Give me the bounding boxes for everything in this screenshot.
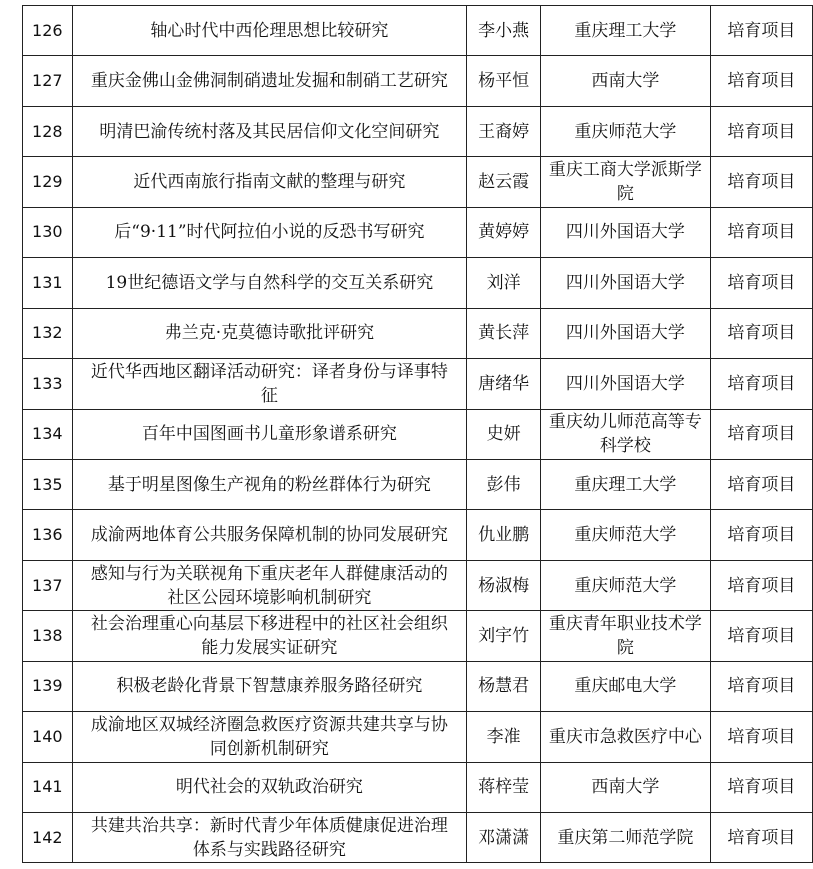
institution-cell: 重庆邮电大学: [540, 661, 710, 711]
institution-cell: 重庆青年职业技术学院: [540, 611, 710, 661]
table-row: [23, 813, 813, 863]
project-title-cell: 重庆金佛山金佛洞制硝遗址发掘和制硝工艺研究: [72, 56, 467, 106]
principal-investigator-cell: 唐绪华: [467, 359, 541, 409]
project-title-cell: 感知与行为关联视角下重庆老年人群健康活动的社区公园环境影响机制研究: [72, 560, 467, 610]
project-title-cell: 近代华西地区翻译活动研究：译者身份与译事特征: [72, 359, 467, 409]
row-number-cell: 131: [23, 258, 73, 308]
project-type-cell: 培育项目: [710, 207, 812, 257]
principal-investigator-cell: 杨平恒: [467, 56, 541, 106]
institution-cell: 四川外国语大学: [540, 359, 710, 409]
project-title-cell: 弗兰克·克莫德诗歌批评研究: [72, 308, 467, 358]
principal-investigator-cell: 史妍: [467, 409, 541, 459]
row-number-cell: 136: [23, 510, 73, 560]
institution-cell: 重庆理工大学: [540, 6, 710, 56]
principal-investigator-cell: 刘宇竹: [467, 611, 541, 661]
project-type-cell: 培育项目: [710, 611, 812, 661]
institution-cell: 重庆理工大学: [540, 459, 710, 509]
table-row: [23, 207, 813, 257]
table-row: [23, 762, 813, 812]
row-number-cell: 133: [23, 359, 73, 409]
institution-cell: 西南大学: [540, 56, 710, 106]
institution-cell: 重庆第二师范学院: [540, 813, 710, 863]
principal-investigator-cell: 彭伟: [467, 459, 541, 509]
project-title-cell: 19世纪德语文学与自然科学的交互关系研究: [72, 258, 467, 308]
project-title-cell: 明代社会的双轨政治研究: [72, 762, 467, 812]
row-number-cell: 141: [23, 762, 73, 812]
table-row: [23, 106, 813, 156]
row-number-cell: 126: [23, 6, 73, 56]
project-title-cell: 百年中国图画书儿童形象谱系研究: [72, 409, 467, 459]
table-body: [23, 6, 813, 863]
row-number-cell: 128: [23, 106, 73, 156]
principal-investigator-cell: 邓潇潇: [467, 813, 541, 863]
principal-investigator-cell: 杨淑梅: [467, 560, 541, 610]
table-row: [23, 560, 813, 610]
table-row: [23, 510, 813, 560]
institution-cell: 重庆幼儿师范高等专科学校: [540, 409, 710, 459]
project-type-cell: 培育项目: [710, 359, 812, 409]
table-row: [23, 56, 813, 106]
principal-investigator-cell: 仇业鹏: [467, 510, 541, 560]
principal-investigator-cell: 赵云霞: [467, 157, 541, 207]
table-row: [23, 712, 813, 762]
table-row: [23, 308, 813, 358]
project-type-cell: 培育项目: [710, 157, 812, 207]
project-type-cell: 培育项目: [710, 762, 812, 812]
project-type-cell: 培育项目: [710, 106, 812, 156]
row-number-cell: 134: [23, 409, 73, 459]
institution-cell: 重庆师范大学: [540, 560, 710, 610]
table-row: [23, 409, 813, 459]
project-type-cell: 培育项目: [710, 459, 812, 509]
row-number-cell: 130: [23, 207, 73, 257]
project-type-cell: 培育项目: [710, 712, 812, 762]
project-type-cell: 培育项目: [710, 661, 812, 711]
table-row: [23, 661, 813, 711]
project-type-cell: 培育项目: [710, 409, 812, 459]
project-title-cell: 基于明星图像生产视角的粉丝群体行为研究: [72, 459, 467, 509]
row-number-cell: 132: [23, 308, 73, 358]
institution-cell: 重庆师范大学: [540, 510, 710, 560]
project-title-cell: 后“9·11”时代阿拉伯小说的反恐书写研究: [72, 207, 467, 257]
row-number-cell: 138: [23, 611, 73, 661]
project-type-cell: 培育项目: [710, 308, 812, 358]
principal-investigator-cell: 蒋梓莹: [467, 762, 541, 812]
institution-cell: 四川外国语大学: [540, 207, 710, 257]
institution-cell: 重庆市急救医疗中心: [540, 712, 710, 762]
principal-investigator-cell: 李准: [467, 712, 541, 762]
institution-cell: 西南大学: [540, 762, 710, 812]
institution-cell: 重庆师范大学: [540, 106, 710, 156]
row-number-cell: 127: [23, 56, 73, 106]
project-title-cell: 近代西南旅行指南文献的整理与研究: [72, 157, 467, 207]
row-number-cell: 137: [23, 560, 73, 610]
table-row: [23, 157, 813, 207]
institution-cell: 重庆工商大学派斯学院: [540, 157, 710, 207]
project-table: [22, 5, 813, 863]
project-type-cell: 培育项目: [710, 56, 812, 106]
project-title-cell: 共建共治共享：新时代青少年体质健康促进治理体系与实践路径研究: [72, 813, 467, 863]
principal-investigator-cell: 黄婷婷: [467, 207, 541, 257]
project-title-cell: 轴心时代中西伦理思想比较研究: [72, 6, 467, 56]
row-number-cell: 142: [23, 813, 73, 863]
institution-cell: 四川外国语大学: [540, 258, 710, 308]
project-title-cell: 明清巴渝传统村落及其民居信仰文化空间研究: [72, 106, 467, 156]
table-row: [23, 459, 813, 509]
project-type-cell: 培育项目: [710, 560, 812, 610]
row-number-cell: 129: [23, 157, 73, 207]
project-title-cell: 成渝地区双城经济圈急救医疗资源共建共享与协同创新机制研究: [72, 712, 467, 762]
table-row: [23, 258, 813, 308]
principal-investigator-cell: 刘洋: [467, 258, 541, 308]
principal-investigator-cell: 王裔婷: [467, 106, 541, 156]
table-row: [23, 6, 813, 56]
project-type-cell: 培育项目: [710, 813, 812, 863]
row-number-cell: 139: [23, 661, 73, 711]
project-title-cell: 社会治理重心向基层下移进程中的社区社会组织能力发展实证研究: [72, 611, 467, 661]
project-type-cell: 培育项目: [710, 510, 812, 560]
project-type-cell: 培育项目: [710, 6, 812, 56]
row-number-cell: 140: [23, 712, 73, 762]
row-number-cell: 135: [23, 459, 73, 509]
institution-cell: 四川外国语大学: [540, 308, 710, 358]
table-row: [23, 611, 813, 661]
project-title-cell: 成渝两地体育公共服务保障机制的协同发展研究: [72, 510, 467, 560]
principal-investigator-cell: 李小燕: [467, 6, 541, 56]
principal-investigator-cell: 黄长萍: [467, 308, 541, 358]
project-title-cell: 积极老龄化背景下智慧康养服务路径研究: [72, 661, 467, 711]
table-row: [23, 359, 813, 409]
principal-investigator-cell: 杨慧君: [467, 661, 541, 711]
project-type-cell: 培育项目: [710, 258, 812, 308]
